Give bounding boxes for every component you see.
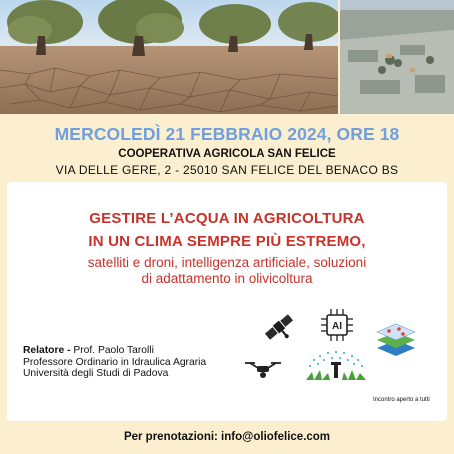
satellite-icon — [262, 310, 296, 349]
venue-name: COOPERATIVA AGRICOLA SAN FELICE — [118, 148, 336, 160]
talk-title-line-1: GESTIRE L’ACQUA IN AGRICOLTURA — [89, 210, 365, 227]
ai-chip-label: AI — [332, 321, 342, 332]
talk-subtitle-line-2: di adattamento in olivicoltura — [141, 271, 313, 286]
map-layers-icon — [373, 320, 419, 365]
drought-olive-grove-photo — [0, 0, 338, 114]
speaker-info — [23, 345, 206, 380]
event-date: MERCOLEDÌ 21 FEBBRAIO 2024, ORE 18 — [54, 124, 400, 144]
venue-address: VIA DELLE GERE, 2 - 25010 SAN FELICE DEL BENACO BS — [55, 163, 399, 177]
talk-title-line-2: IN UN CLIMA SEMPRE PIÙ ESTREMO, — [88, 233, 366, 250]
speaker-name: Prof. Paolo Tarolli — [70, 345, 154, 356]
speaker-label: Relatore - — [23, 345, 71, 356]
flooded-fields-photo — [340, 0, 454, 114]
drone-icon — [243, 358, 283, 385]
open-to-all-note: Incontro aperto a tutti — [373, 397, 430, 403]
booking-contact: Per prenotazioni: info@oliofelice.com — [123, 431, 331, 443]
speaker-role: Professore Ordinario in Idraulica Agraria — [23, 356, 207, 368]
header-photos — [0, 0, 454, 114]
speaker-affiliation: Università degli Studi di Padova — [23, 368, 169, 379]
irrigation-sprinkler-icon — [304, 350, 368, 389]
ai-chip-icon — [319, 307, 355, 348]
talk-subtitle-line-1: satelliti e droni, intelligenza artificiale, soluzioni — [87, 255, 367, 270]
